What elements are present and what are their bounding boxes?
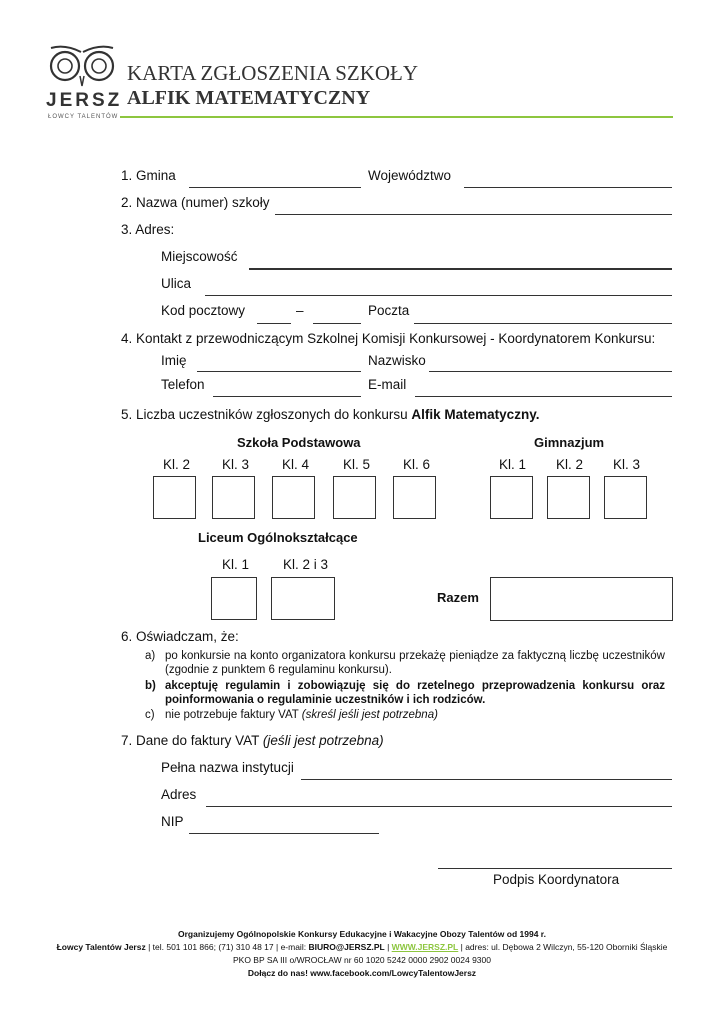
class-label: Kl. 3	[222, 457, 250, 472]
middle-school-title: Gimnazjum	[534, 435, 605, 450]
first-name-label: Imię	[161, 353, 187, 368]
city-field[interactable]	[249, 268, 672, 270]
count-box-sp-kl3[interactable]	[212, 476, 255, 519]
invoice-heading	[121, 733, 384, 748]
declaration-c-text: nie potrzebuje faktury VAT	[165, 709, 302, 721]
wojewodztwo-field[interactable]	[464, 187, 672, 188]
declaration-c-note: (skreśl jeśli jest potrzebna)	[301, 709, 438, 721]
nip-field[interactable]	[189, 833, 379, 834]
declaration-a-line2: (zgodnie z punktem 6 regulaminu konkursu).	[165, 664, 392, 676]
declaration-heading: 6. Oświadczam, że:	[121, 629, 239, 644]
total-label: Razem	[437, 590, 479, 605]
footer-separator: |	[384, 942, 392, 952]
postal-code-dash: –	[296, 303, 304, 318]
footer-company: Łowcy Talentów Jersz	[56, 942, 146, 952]
logo	[45, 42, 123, 124]
participants-heading	[121, 407, 539, 422]
count-box-lo-kl1[interactable]	[211, 577, 257, 620]
footer-facebook: Dołącz do nas! www.facebook.com/LowcyTalentowJersz	[247, 968, 477, 978]
owl-eyes-icon	[45, 42, 120, 92]
signature-label: Podpis Koordynatora	[493, 872, 620, 887]
postal-code-part1-field[interactable]	[257, 323, 291, 324]
phone-label: Telefon	[161, 377, 205, 392]
footer-address: | adres: ul. Dębowa 2 Wilczyn, 55-120 Oborniki Śląskie	[458, 942, 668, 952]
declaration-a-marker: a)	[145, 650, 156, 662]
signature-field[interactable]	[438, 868, 672, 869]
high-school-title: Liceum Ogólnokształcące	[198, 530, 358, 545]
postal-code-part2-field[interactable]	[313, 323, 361, 324]
class-label: Kl. 1	[499, 457, 527, 472]
class-label: Kl. 1	[222, 557, 250, 572]
footer-phone: | tel. 501 101 866; (71) 310 48 17 | e-mail:	[145, 942, 309, 952]
contact-heading: 4. Kontakt z przewodniczącym Szkolnej Komisji Konkursowej - Koordynatorem Konkursu:	[121, 331, 656, 346]
footer-bank: PKO BP SA III o/WROCŁAW nr 60 1020 5242 0000 2902 0024 9300	[232, 955, 491, 965]
gmina-label: 1. Gmina	[121, 168, 176, 183]
class-label: Kl. 2	[556, 457, 584, 472]
school-name-label: 2. Nazwa (numer) szkoły	[121, 195, 270, 210]
wojewodztwo-label: Województwo	[368, 168, 452, 183]
last-name-field[interactable]	[429, 371, 672, 372]
first-name-field[interactable]	[197, 371, 361, 372]
phone-field[interactable]	[213, 396, 361, 397]
institution-field[interactable]	[301, 779, 672, 780]
invoice-heading-note: (jeśli jest potrzebna)	[262, 733, 384, 748]
class-label: Kl. 2 i 3	[283, 557, 329, 572]
email-label: E-mail	[368, 377, 407, 392]
header-divider	[120, 116, 673, 118]
participants-heading-text: 5. Liczba uczestników zgłoszonych do konkursu	[121, 407, 412, 422]
count-box-sp-kl5[interactable]	[333, 476, 376, 519]
institution-label: Pełna nazwa instytucji	[161, 760, 294, 775]
class-label: Kl. 5	[343, 457, 371, 472]
nip-label: NIP	[161, 814, 184, 829]
count-box-lo-kl23[interactable]	[271, 577, 335, 620]
last-name-label: Nazwisko	[368, 353, 426, 368]
footer-line2	[0, 942, 724, 952]
class-label: Kl. 3	[613, 457, 641, 472]
class-label: Kl. 6	[403, 457, 431, 472]
declaration-c-marker: c)	[145, 709, 155, 721]
count-box-gim-kl2[interactable]	[547, 476, 590, 519]
count-box-sp-kl4[interactable]	[272, 476, 315, 519]
page-subtitle: ALFIK MATEMATYCZNY	[127, 87, 371, 109]
post-office-field[interactable]	[414, 323, 672, 324]
street-label: Ulica	[161, 276, 192, 291]
total-box[interactable]	[490, 577, 673, 621]
gmina-field[interactable]	[189, 187, 361, 188]
logo-subtext: ŁOWCY TALENTÓW	[48, 114, 119, 120]
contest-name: Alfik Matematyczny.	[411, 407, 540, 422]
primary-school-title: Szkoła Podstawowa	[237, 435, 361, 450]
logo-text: JERSZ	[46, 90, 123, 111]
class-label: Kl. 4	[282, 457, 310, 472]
declaration-c-line	[165, 709, 438, 721]
count-box-gim-kl1[interactable]	[490, 476, 533, 519]
count-box-gim-kl3[interactable]	[604, 476, 647, 519]
page-title: KARTA ZGŁOSZENIA SZKOŁY	[127, 61, 419, 85]
class-label: Kl. 2	[163, 457, 191, 472]
address-label: 3. Adres:	[121, 222, 175, 237]
footer-email[interactable]: BIURO@JERSZ.PL	[308, 942, 385, 952]
street-field[interactable]	[205, 295, 672, 296]
footer-website-link[interactable]: WWW.JERSZ.PL	[391, 942, 459, 952]
declaration-a-line1: po konkursie na konto organizatora konkursu przekażę pieniądze za faktyczną liczbę uczestników	[165, 650, 665, 662]
invoice-heading-text: 7. Dane do faktury VAT	[121, 733, 263, 748]
declaration-b-line1: akceptuję regulamin i zobowiązuję się do rzetelnego przeprowadzenia konkursu oraz	[165, 680, 665, 692]
count-box-sp-kl6[interactable]	[393, 476, 436, 519]
email-field[interactable]	[415, 396, 672, 397]
declaration-b-marker: b)	[145, 680, 156, 692]
footer-line1: Organizujemy Ogólnopolskie Konkursy Edukacyjne i Wakacyjne Obozy Talentów od 1994 r.	[178, 929, 546, 939]
post-office-label: Poczta	[368, 303, 410, 318]
count-box-sp-kl2[interactable]	[153, 476, 196, 519]
invoice-address-field[interactable]	[206, 806, 672, 807]
declaration-b-line2: poinformowania o regulaminie uczestników i ich rodziców.	[165, 694, 486, 706]
city-label: Miejscowość	[161, 249, 238, 264]
invoice-address-label: Adres	[161, 787, 197, 802]
postal-code-label: Kod pocztowy	[161, 303, 246, 318]
school-name-field[interactable]	[275, 214, 672, 215]
